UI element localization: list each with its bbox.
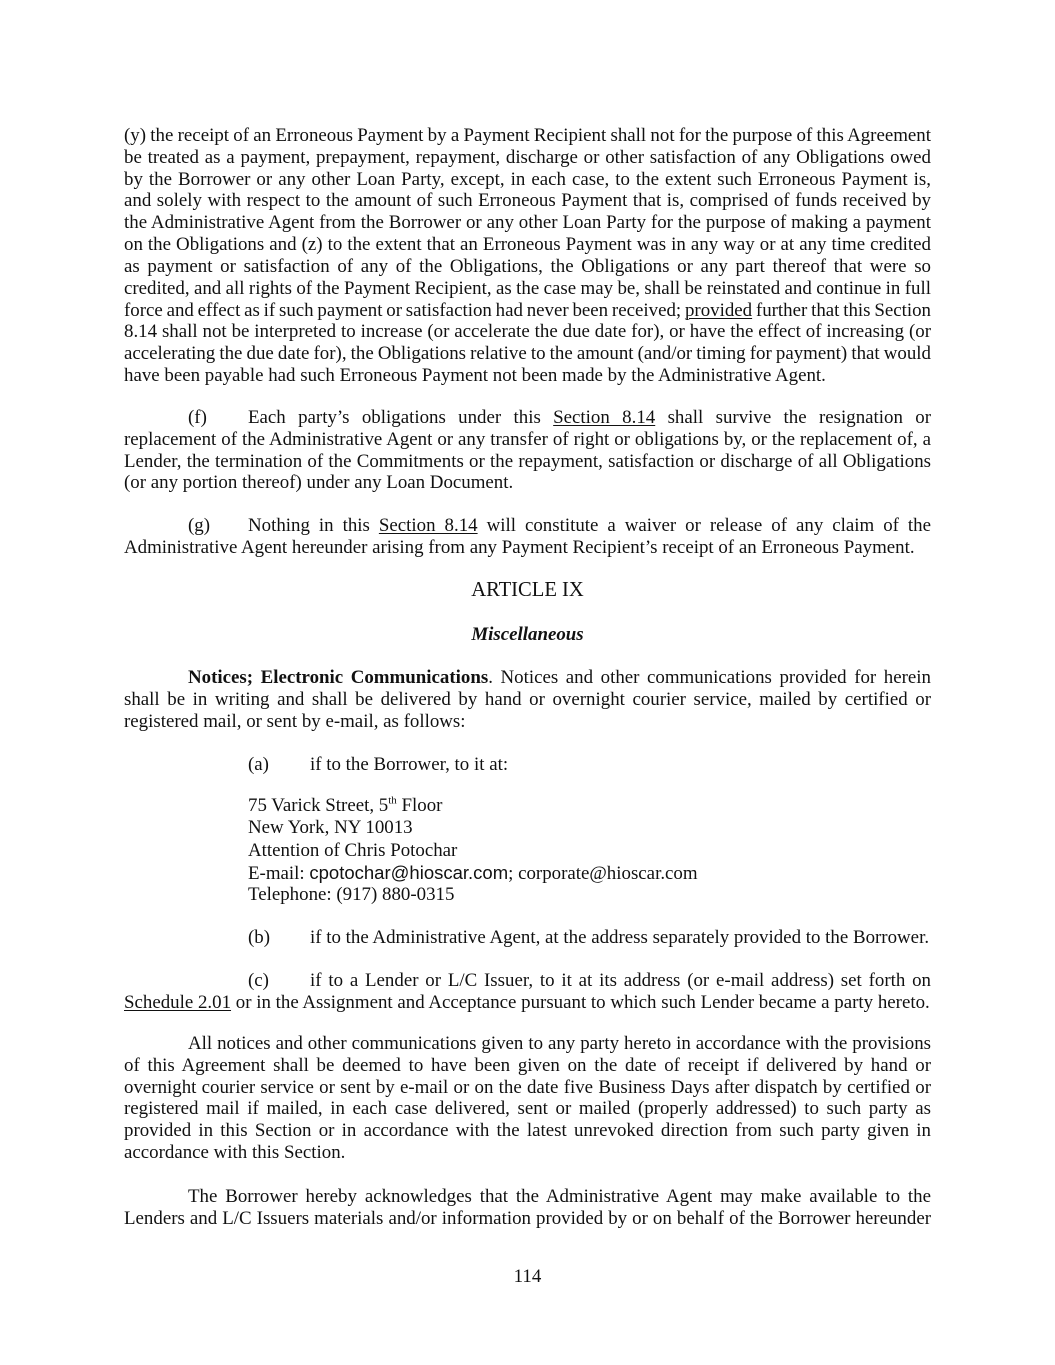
text-line <box>248 927 931 949</box>
text-line: credited, and all rights of the Payment Recipient, as the case may be, shall be reinstated and continue in full <box>124 277 931 299</box>
text-segment: if to the Borrower, to it at: <box>310 754 509 775</box>
borrower-address-block <box>248 795 931 906</box>
text-line: by the Borrower or any other Loan Party, except, in each case, to the extent such Erroneous Payment is, <box>124 168 931 190</box>
notice-item-a <box>124 754 931 776</box>
text-line <box>248 754 931 776</box>
email-label: E-mail: <box>248 862 310 884</box>
text-segment: if to a Lender or L/C Issuer, to it at its address (or e-mail address) set forth on <box>310 970 931 991</box>
notices-delivery-paragraph <box>124 1033 931 1164</box>
schedule-reference-2-01: Schedule 2.01 <box>124 991 232 1013</box>
paragraph-8-14-g <box>124 515 931 559</box>
text-line: on the Obligations and (z) to the extent that an Erroneous Payment was in any way or at any time credited <box>124 234 931 256</box>
text-line: Lenders and L/C Issuers materials and/or information provided by or on behalf of the Borrower hereunder <box>124 1207 931 1229</box>
text-line: Administrative Agent hereunder arising from any Payment Recipient’s receipt of an Erroneous Payment. <box>124 536 915 558</box>
electronic-communications-paragraph <box>124 1186 931 1230</box>
text-segment: Floor <box>396 795 443 816</box>
text-line: overnight courier service or sent by e-mail or on the date five Business Days after dispatch by certified or <box>124 1076 931 1098</box>
address-city: New York, NY 10013 <box>248 817 413 839</box>
text-line: All notices and other communications given to any party hereto in accordance with the provisions <box>188 1033 931 1054</box>
section-reference-8-14: Section 8.14 <box>553 407 656 428</box>
text-line <box>124 992 931 1014</box>
text-line: accelerating the due date for), the Obligations relative to the amount (and/or timing for payment) that would <box>124 343 931 365</box>
text-line: (y) the receipt of an Erroneous Payment by a Payment Recipient shall not for the purpose of this Agreement <box>124 125 931 146</box>
text-segment: Nothing in this <box>248 515 379 536</box>
paragraph-8-14-y <box>124 125 931 387</box>
text-segment: further that this Section <box>752 299 931 321</box>
item-label: (a) <box>248 754 269 775</box>
text-line: accordance with this Section. <box>124 1142 346 1164</box>
page-number-text: 114 <box>513 1266 542 1287</box>
text-line: 8.14 shall not be interpreted to increase (or accelerate the due date for), or have the effect of increasing (or <box>124 321 931 343</box>
text-segment: force and effect as if such payment or satisfaction had never been received; <box>124 299 685 321</box>
address-attention: Attention of Chris Potochar <box>248 839 458 861</box>
text-line: registered mail, or sent by e-mail, as follows: <box>124 710 466 732</box>
text-segment: shall survive the resignation or <box>655 407 931 428</box>
text-segment: 75 Varick Street, 5 <box>248 795 389 816</box>
text-line: The Borrower hereby acknowledges that the Administrative Agent may make available to the <box>188 1186 931 1207</box>
text-line <box>188 515 931 537</box>
ordinal-suffix: th <box>388 794 397 807</box>
text-line: provided in this Section or in accordance with the latest unrevoked direction from such party given in <box>124 1120 931 1142</box>
text-line <box>124 300 931 322</box>
text-line: be treated as a payment, prepayment, repayment, discharge or other satisfaction of any Obligations owed <box>124 146 931 168</box>
notices-intro-paragraph <box>124 667 931 732</box>
item-label: (c) <box>248 970 269 991</box>
notice-item-b <box>124 927 931 949</box>
text-line: and solely with respect to the amount of such Erroneous Payment that is, comprised of funds received by <box>124 190 931 212</box>
text-line: replacement of the Administrative Agent or any transfer of right or obligations by, or the replacement of, a <box>124 428 931 450</box>
text-line: of this Agreement shall be deemed to have been given on the date of receipt if delivered by hand or <box>124 1054 931 1076</box>
text-line <box>188 407 931 429</box>
address-telephone: Telephone: (917) 880-0315 <box>248 884 455 905</box>
section-heading-notices: Notices; Electronic Communications <box>188 667 489 688</box>
text-line: (or any portion thereof) under any Loan Document. <box>124 472 514 494</box>
article-title <box>124 624 931 646</box>
section-reference-8-14: Section 8.14 <box>378 515 478 536</box>
text-line <box>188 667 931 689</box>
text-line <box>248 970 931 992</box>
item-label: (g) <box>188 515 211 536</box>
article-title-text: Miscellaneous <box>471 624 584 645</box>
text-line: the Administrative Agent from the Borrower or any other Loan Party for the purpose of making a payment <box>124 212 931 234</box>
email-address-secondary: ; corporate@hioscar.com <box>508 862 698 884</box>
text-segment: or in the Assignment and Acceptance pursuant to which such Lender became a party hereto. <box>231 991 930 1013</box>
item-label: (f) <box>188 407 207 428</box>
text-segment: if to the Administrative Agent, at the address separately provided to the Borrower. <box>310 927 930 948</box>
text-line: registered mail if mailed, in each case delivered, sent or mailed (properly addressed) to such party as <box>124 1098 931 1120</box>
article-number: ARTICLE IX <box>471 579 584 601</box>
page-number <box>124 1266 931 1288</box>
text-line: have been payable had such Erroneous Payment not been made by the Administrative Agent. <box>124 364 826 386</box>
article-heading <box>124 580 931 602</box>
text-segment: . Notices and other communications provided for herein <box>488 667 931 688</box>
text-line: as payment or satisfaction of any of the Obligations, the Obligations or any part thereof that were so <box>124 255 931 277</box>
text-segment: will constitute a waiver or release of any claim of the <box>477 515 931 536</box>
text-line: Lender, the termination of the Commitments or the repayment, satisfaction or discharge of all Obligations <box>124 450 931 472</box>
text-segment: Each party’s obligations under this <box>248 407 554 428</box>
address-street <box>248 795 931 817</box>
item-label: (b) <box>248 927 271 948</box>
paragraph-8-14-f <box>124 407 931 494</box>
underlined-term-provided: provided <box>684 299 753 321</box>
email-address-primary: cpotochar@hioscar.com <box>309 861 509 883</box>
notice-item-c <box>124 970 931 1014</box>
address-email <box>248 862 931 884</box>
text-line: shall be in writing and shall be delivered by hand or overnight courier service, mailed by certified or <box>124 688 931 710</box>
